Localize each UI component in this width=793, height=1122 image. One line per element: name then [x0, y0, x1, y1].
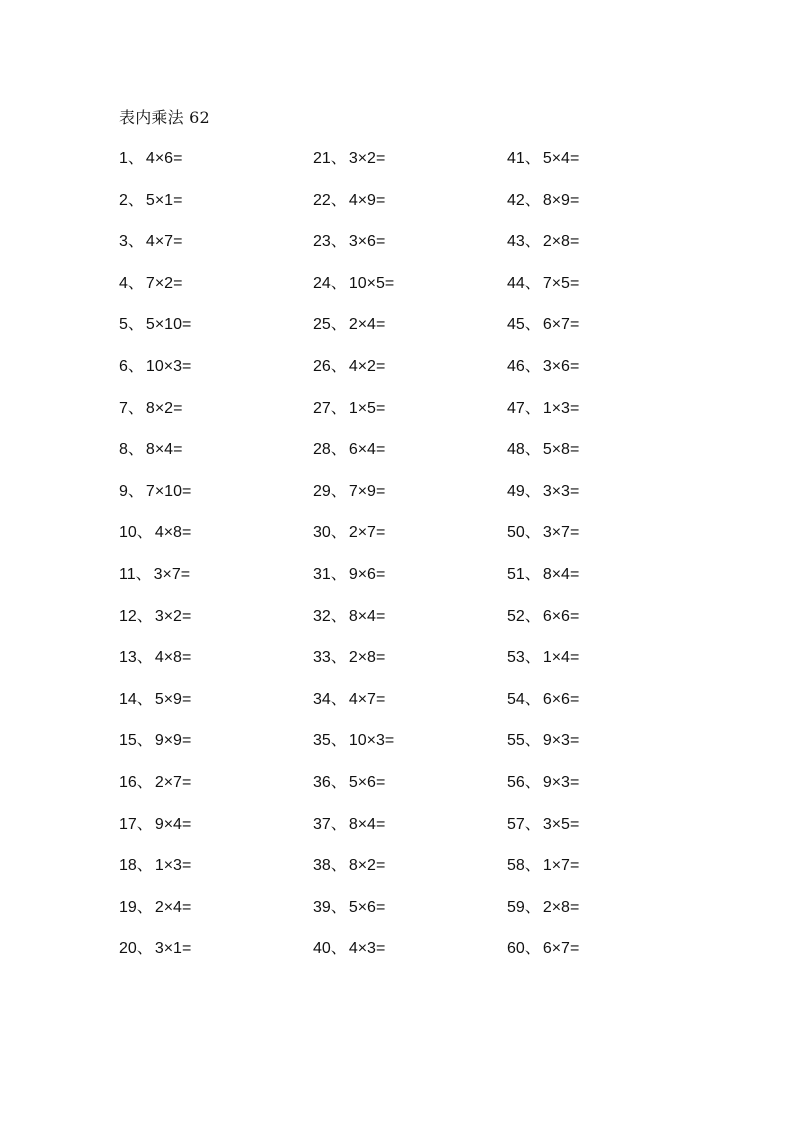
problem-number: 19 [119, 898, 137, 916]
problem-number: 33 [313, 649, 331, 667]
problem-expression: 9×4= [154, 815, 192, 833]
problem-separator: 、 [524, 732, 541, 750]
problem-item [119, 147, 313, 171]
problem-expression: 6×7= [542, 940, 580, 958]
problem-item [313, 605, 507, 629]
problem-number: 45 [507, 316, 525, 334]
problem-separator: 、 [136, 940, 153, 958]
problem-number: 14 [119, 690, 137, 708]
problem-number: 20 [119, 940, 137, 958]
problem-separator: 、 [330, 524, 347, 542]
problem-expression: 10×3= [348, 732, 395, 750]
problem-number: 59 [507, 898, 525, 916]
problem-number: 57 [507, 815, 525, 833]
problem-separator: 、 [330, 357, 347, 375]
problem-separator: 、 [330, 565, 347, 583]
problem-item [313, 521, 507, 545]
problem-number: 3 [119, 233, 128, 251]
problem-number: 16 [119, 773, 137, 791]
problem-expression: 3×7= [153, 565, 191, 583]
problem-item [313, 896, 507, 920]
problem-item [119, 563, 313, 587]
problem-separator: 、 [524, 898, 541, 916]
problem-item [507, 771, 701, 795]
problem-separator: 、 [330, 898, 347, 916]
problem-item [507, 854, 701, 878]
problem-number: 54 [507, 690, 525, 708]
problem-expression: 2×8= [542, 233, 580, 251]
problem-expression: 8×4= [145, 441, 183, 459]
problem-item [313, 147, 507, 171]
problem-expression: 1×4= [542, 649, 580, 667]
problem-number: 27 [313, 399, 331, 417]
problem-separator: 、 [330, 857, 347, 875]
problem-item [119, 521, 313, 545]
problem-expression: 8×2= [145, 399, 183, 417]
problem-expression: 4×6= [145, 150, 183, 167]
problem-number: 12 [119, 607, 137, 625]
problem-number: 53 [507, 649, 525, 667]
problem-expression: 10×5= [348, 274, 395, 292]
problem-item [313, 813, 507, 837]
problem-separator: 、 [330, 649, 347, 667]
problem-number: 18 [119, 857, 137, 875]
problem-number: 38 [313, 857, 331, 875]
problem-item [507, 355, 701, 379]
problem-item [119, 688, 313, 712]
problem-item [313, 854, 507, 878]
problem-item [119, 813, 313, 837]
problem-expression: 2×8= [348, 649, 386, 667]
problem-number: 60 [507, 940, 525, 958]
problem-number: 49 [507, 482, 525, 500]
problem-item [507, 896, 701, 920]
problem-number: 1 [119, 150, 128, 167]
problem-number: 17 [119, 815, 137, 833]
problem-separator: 、 [136, 815, 153, 833]
problem-number: 35 [313, 732, 331, 750]
problem-expression: 3×6= [348, 233, 386, 251]
problem-separator: 、 [524, 524, 541, 542]
problem-expression: 5×1= [145, 191, 183, 209]
problem-number: 11 [119, 565, 136, 583]
problem-item [313, 688, 507, 712]
problem-item [313, 355, 507, 379]
problem-item [313, 937, 507, 961]
problem-expression: 1×7= [542, 857, 580, 875]
problem-separator: 、 [127, 357, 144, 375]
problem-item [313, 189, 507, 213]
problem-separator: 、 [330, 482, 347, 500]
problem-expression: 9×3= [542, 773, 580, 791]
problem-separator: 、 [127, 150, 144, 167]
problem-separator: 、 [136, 898, 153, 916]
problem-separator: 、 [330, 607, 347, 625]
problem-number: 9 [119, 482, 128, 500]
problem-item [507, 688, 701, 712]
problem-separator: 、 [330, 150, 347, 167]
problem-item [507, 230, 701, 254]
problem-item [507, 313, 701, 337]
problem-expression: 3×2= [154, 607, 192, 625]
problem-number: 23 [313, 233, 331, 251]
problem-number: 56 [507, 773, 525, 791]
problem-separator: 、 [524, 690, 541, 708]
problem-expression: 4×8= [154, 649, 192, 667]
problem-item [313, 230, 507, 254]
problem-number: 39 [313, 898, 331, 916]
problem-expression: 4×7= [145, 233, 183, 251]
problem-item [507, 937, 701, 961]
problem-expression: 1×3= [542, 399, 580, 417]
problem-number: 58 [507, 857, 525, 875]
problem-separator: 、 [524, 191, 541, 209]
problem-item [119, 771, 313, 795]
problem-item [313, 397, 507, 421]
problem-item [507, 147, 701, 171]
problem-expression: 7×5= [542, 274, 580, 292]
problem-number: 51 [507, 565, 525, 583]
problem-separator: 、 [524, 441, 541, 459]
problem-expression: 2×4= [154, 898, 192, 916]
problem-number: 50 [507, 524, 525, 542]
problem-number: 24 [313, 274, 331, 292]
problem-item [313, 646, 507, 670]
problem-number: 42 [507, 191, 525, 209]
problem-expression: 1×3= [154, 857, 192, 875]
problem-number: 47 [507, 399, 525, 417]
problem-item [313, 771, 507, 795]
problem-separator: 、 [330, 274, 347, 292]
problem-number: 22 [313, 191, 331, 209]
problem-item [119, 646, 313, 670]
problem-expression: 9×9= [154, 732, 192, 750]
problem-separator: 、 [127, 274, 144, 292]
problem-number: 25 [313, 316, 331, 334]
problem-number: 5 [119, 316, 128, 334]
problem-item [507, 521, 701, 545]
problem-separator: 、 [136, 857, 153, 875]
problem-separator: 、 [136, 690, 153, 708]
problem-item [313, 272, 507, 296]
problem-expression: 3×3= [542, 482, 580, 500]
problem-number: 46 [507, 357, 525, 375]
problem-item [119, 272, 313, 296]
problem-number: 37 [313, 815, 331, 833]
problem-item [119, 605, 313, 629]
problem-expression: 3×6= [542, 357, 580, 375]
problem-separator: 、 [524, 399, 541, 417]
problem-number: 34 [313, 690, 331, 708]
problem-expression: 6×6= [542, 690, 580, 708]
problem-expression: 2×4= [348, 316, 386, 334]
problem-separator: 、 [127, 233, 144, 251]
problem-item [119, 397, 313, 421]
problem-expression: 4×7= [348, 690, 386, 708]
problem-expression: 5×6= [348, 898, 386, 916]
problem-number: 48 [507, 441, 525, 459]
problem-item [507, 605, 701, 629]
problem-item [313, 438, 507, 462]
problem-expression: 3×1= [154, 940, 192, 958]
problem-expression: 1×5= [348, 399, 386, 417]
problem-separator: 、 [330, 940, 347, 958]
problem-separator: 、 [127, 482, 144, 500]
page-title: 表内乘法 62 [119, 108, 210, 127]
problem-expression: 8×2= [348, 857, 386, 875]
problem-expression: 9×6= [348, 565, 386, 583]
problem-item [313, 480, 507, 504]
problem-expression: 5×6= [348, 773, 386, 791]
problem-number: 13 [119, 649, 137, 667]
problem-item [119, 854, 313, 878]
problem-expression: 4×3= [348, 940, 386, 958]
problem-separator: 、 [524, 150, 541, 167]
problem-item [507, 813, 701, 837]
problem-item [119, 896, 313, 920]
problem-number: 44 [507, 274, 525, 292]
problem-item [507, 563, 701, 587]
problem-separator: 、 [127, 441, 144, 459]
problem-separator: 、 [524, 940, 541, 958]
problem-number: 2 [119, 191, 128, 209]
problem-separator: 、 [127, 399, 144, 417]
problem-number: 21 [313, 150, 331, 167]
problem-item [119, 480, 313, 504]
problem-item [507, 480, 701, 504]
problem-item [119, 230, 313, 254]
problem-item [313, 313, 507, 337]
problem-number: 29 [313, 482, 331, 500]
problem-expression: 4×9= [348, 191, 386, 209]
problem-separator: 、 [524, 233, 541, 251]
problem-separator: 、 [524, 357, 541, 375]
problem-separator: 、 [330, 732, 347, 750]
problem-expression: 7×2= [145, 274, 183, 292]
problem-item [313, 729, 507, 753]
problem-number: 55 [507, 732, 525, 750]
problem-expression: 6×6= [542, 607, 580, 625]
problem-item [119, 937, 313, 961]
problem-expression: 5×4= [542, 150, 580, 167]
problem-separator: 、 [330, 191, 347, 209]
problem-separator: 、 [524, 316, 541, 334]
problem-separator: 、 [136, 649, 153, 667]
problem-expression: 6×7= [542, 316, 580, 334]
problem-expression: 8×4= [348, 815, 386, 833]
problem-separator: 、 [135, 565, 152, 583]
problem-item [507, 272, 701, 296]
problem-expression: 5×9= [154, 690, 192, 708]
problem-item [507, 438, 701, 462]
problem-separator: 、 [127, 191, 144, 209]
problem-separator: 、 [136, 773, 153, 791]
problem-number: 41 [507, 150, 525, 167]
problem-separator: 、 [330, 690, 347, 708]
problem-number: 43 [507, 233, 525, 251]
problem-item [507, 729, 701, 753]
problem-expression: 3×5= [542, 815, 580, 833]
problem-separator: 、 [136, 732, 153, 750]
problem-number: 15 [119, 732, 137, 750]
problem-separator: 、 [524, 649, 541, 667]
problem-separator: 、 [330, 399, 347, 417]
problem-item [119, 355, 313, 379]
problem-number: 40 [313, 940, 331, 958]
problem-item [507, 189, 701, 213]
problem-number: 10 [119, 524, 137, 542]
problem-number: 32 [313, 607, 331, 625]
problem-expression: 4×8= [154, 524, 192, 542]
problem-separator: 、 [524, 607, 541, 625]
problem-item [119, 438, 313, 462]
problem-item [507, 397, 701, 421]
problem-expression: 7×10= [145, 482, 192, 500]
problem-number: 31 [313, 565, 331, 583]
problem-number: 4 [119, 274, 128, 292]
problem-expression: 8×4= [348, 607, 386, 625]
problem-separator: 、 [330, 233, 347, 251]
problem-expression: 4×2= [348, 357, 386, 375]
problem-number: 6 [119, 357, 128, 375]
problem-separator: 、 [524, 565, 541, 583]
problem-number: 36 [313, 773, 331, 791]
problem-separator: 、 [330, 815, 347, 833]
problem-separator: 、 [330, 441, 347, 459]
problem-separator: 、 [524, 815, 541, 833]
problem-expression: 6×4= [348, 441, 386, 459]
problem-number: 8 [119, 441, 128, 459]
problem-expression: 9×3= [542, 732, 580, 750]
problem-expression: 2×8= [542, 898, 580, 916]
problem-expression: 8×4= [542, 565, 580, 583]
problem-separator: 、 [524, 857, 541, 875]
problem-expression: 3×7= [542, 524, 580, 542]
problem-expression: 7×9= [348, 482, 386, 500]
problem-expression: 5×8= [542, 441, 580, 459]
problem-expression: 2×7= [154, 773, 192, 791]
problem-item [119, 189, 313, 213]
problem-item [119, 313, 313, 337]
problem-number: 28 [313, 441, 331, 459]
problem-grid [119, 147, 759, 979]
problem-item [119, 729, 313, 753]
problem-number: 7 [119, 399, 128, 417]
problem-separator: 、 [330, 316, 347, 334]
problem-expression: 10×3= [145, 357, 192, 375]
problem-item [313, 563, 507, 587]
problem-separator: 、 [330, 773, 347, 791]
problem-separator: 、 [524, 482, 541, 500]
problem-expression: 8×9= [542, 191, 580, 209]
problem-number: 52 [507, 607, 525, 625]
problem-separator: 、 [524, 274, 541, 292]
problem-item [507, 646, 701, 670]
problem-number: 30 [313, 524, 331, 542]
problem-separator: 、 [524, 773, 541, 791]
problem-expression: 3×2= [348, 150, 386, 167]
problem-separator: 、 [127, 316, 144, 334]
problem-separator: 、 [136, 607, 153, 625]
problem-expression: 5×10= [145, 316, 192, 334]
problem-number: 26 [313, 357, 331, 375]
problem-expression: 2×7= [348, 524, 386, 542]
problem-separator: 、 [136, 524, 153, 542]
